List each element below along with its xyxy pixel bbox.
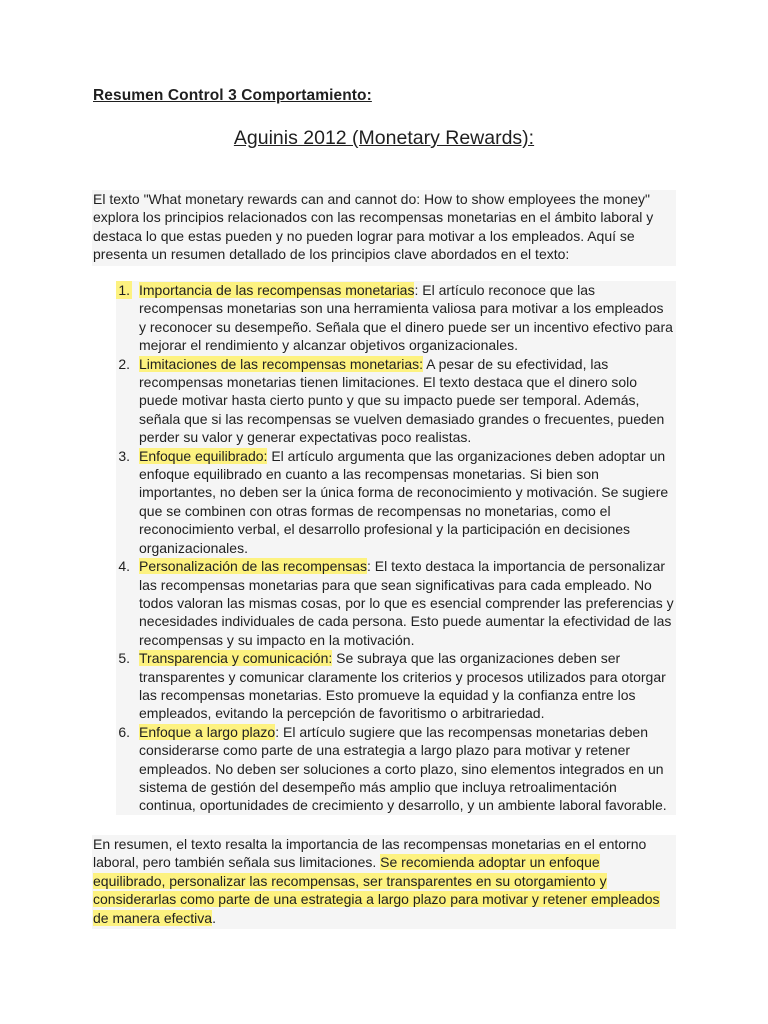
list-item bbox=[118, 723, 674, 815]
term-separator: : bbox=[275, 723, 280, 740]
summary-highlight: Se recomienda adoptar un enfoque equilibrado, personalizar las recompensas, ser transparentes en su otorgamiento y considerarlas como parte de una estrategia a largo plazo para motivar y retener empleados de manera efectiva bbox=[93, 854, 660, 926]
list-number: 1. bbox=[116, 281, 132, 299]
list-number: 3. bbox=[118, 447, 130, 464]
list-number: 4. bbox=[118, 558, 130, 575]
list-item bbox=[118, 557, 674, 649]
summary-end: . bbox=[212, 909, 216, 926]
list-item bbox=[118, 355, 674, 447]
list-item bbox=[118, 649, 674, 723]
item-body: El artículo reconoce que las recompensas monetarias son una herramienta valiosa para motivar a los empleados y reconocer su desempeño. Señala que el dinero puede ser un incentivo efectivo para mejorar el rendimiento y alcanzar objetivos organizacionales. bbox=[139, 282, 673, 354]
highlighted-term: Personalización de las recompensas bbox=[139, 558, 368, 575]
item-body: El texto destaca la importancia de personalizar las recompensas monetarias para que sean significativas para cada empleado. No todos valoran las mismas cosas, por lo que es esencial comprender las preferencias y necesidades individuales de cada persona. Esto puede aumentar la efectividad de las recompensas y su impacto en la motivación. bbox=[139, 558, 674, 648]
list-number: 6. bbox=[118, 723, 130, 740]
list-item bbox=[118, 447, 674, 557]
summary-paragraph bbox=[92, 835, 676, 929]
term-separator: : bbox=[367, 558, 371, 575]
highlighted-term: Enfoque a largo plazo bbox=[139, 723, 276, 740]
document-title: Aguinis 2012 (Monetary Rewards): bbox=[233, 127, 535, 149]
principles-list bbox=[116, 281, 676, 815]
item-body: Se subraya que las organizaciones deben ser transparentes y comunicar claramente los criterios y procesos utilizados para otorgar las recompensas monetarias. Esto promueve la equidad y la confianza entre los empleados, evitando la percepción de favoritismo o arbitrariedad. bbox=[139, 650, 666, 722]
intro-paragraph: El texto "What monetary rewards can and cannot do: How to show employees the money" explora los principios relacionados con las recompensas monetarias en el ámbito laboral y destaca lo que estas pueden y no pueden lograr para motivar a los empleados. Aquí se presenta un resumen detallado de los principios clave abordados en el texto: bbox=[92, 190, 676, 266]
item-body: El artículo sugiere que las recompensas monetarias deben considerarse como parte de una estrategia a largo plazo para motivar y retener empleados. No deben ser soluciones a corto plazo, sino elementos integrados en un sistema de gestión del desempeño más amplio que incluya retroalimentación continua, oportunidades de crecimiento y desarrollo, y un ambiente laboral favorable. bbox=[139, 723, 667, 814]
highlighted-term: Transparencia y comunicación: bbox=[139, 650, 333, 667]
list-number: 2. bbox=[118, 355, 130, 372]
highlighted-term: Limitaciones de las recompensas monetarias: bbox=[139, 355, 424, 372]
highlighted-term: Enfoque equilibrado: bbox=[139, 447, 268, 464]
item-body: A pesar de su efectividad, las recompensas monetarias tienen limitaciones. El texto destaca que el dinero solo puede motivar hasta cierto punto y que su impacto puede ser temporal. Además, señala que si las recompensas se vuelven demasiado grandes o frecuentes, pueden perder su valor y generar expectativas poco realistas. bbox=[139, 355, 665, 446]
page-heading: Resumen Control 3 Comportamiento: bbox=[93, 87, 372, 104]
list-item bbox=[118, 281, 674, 355]
summary-text: En resumen, el texto resalta la importancia de las recompensas monetarias en el entorno laboral, pero también señala sus limitaciones. bbox=[93, 836, 647, 871]
item-body: El artículo argumenta que las organizaciones deben adoptar un enfoque equilibrado en cuanto a las recompensas monetarias. Si bien son importantes, no deben ser la única forma de reconocimiento y motivación. Se sugiere que se combinen con otras formas de recompensas no monetarias, como el reconocimiento verbal, el desarrollo profesional y la participación en decisiones organizacionales. bbox=[139, 447, 669, 556]
term-separator: : bbox=[414, 282, 419, 298]
list-number: 5. bbox=[118, 650, 130, 667]
highlighted-term: Importancia de las recompensas monetarias bbox=[139, 282, 415, 298]
